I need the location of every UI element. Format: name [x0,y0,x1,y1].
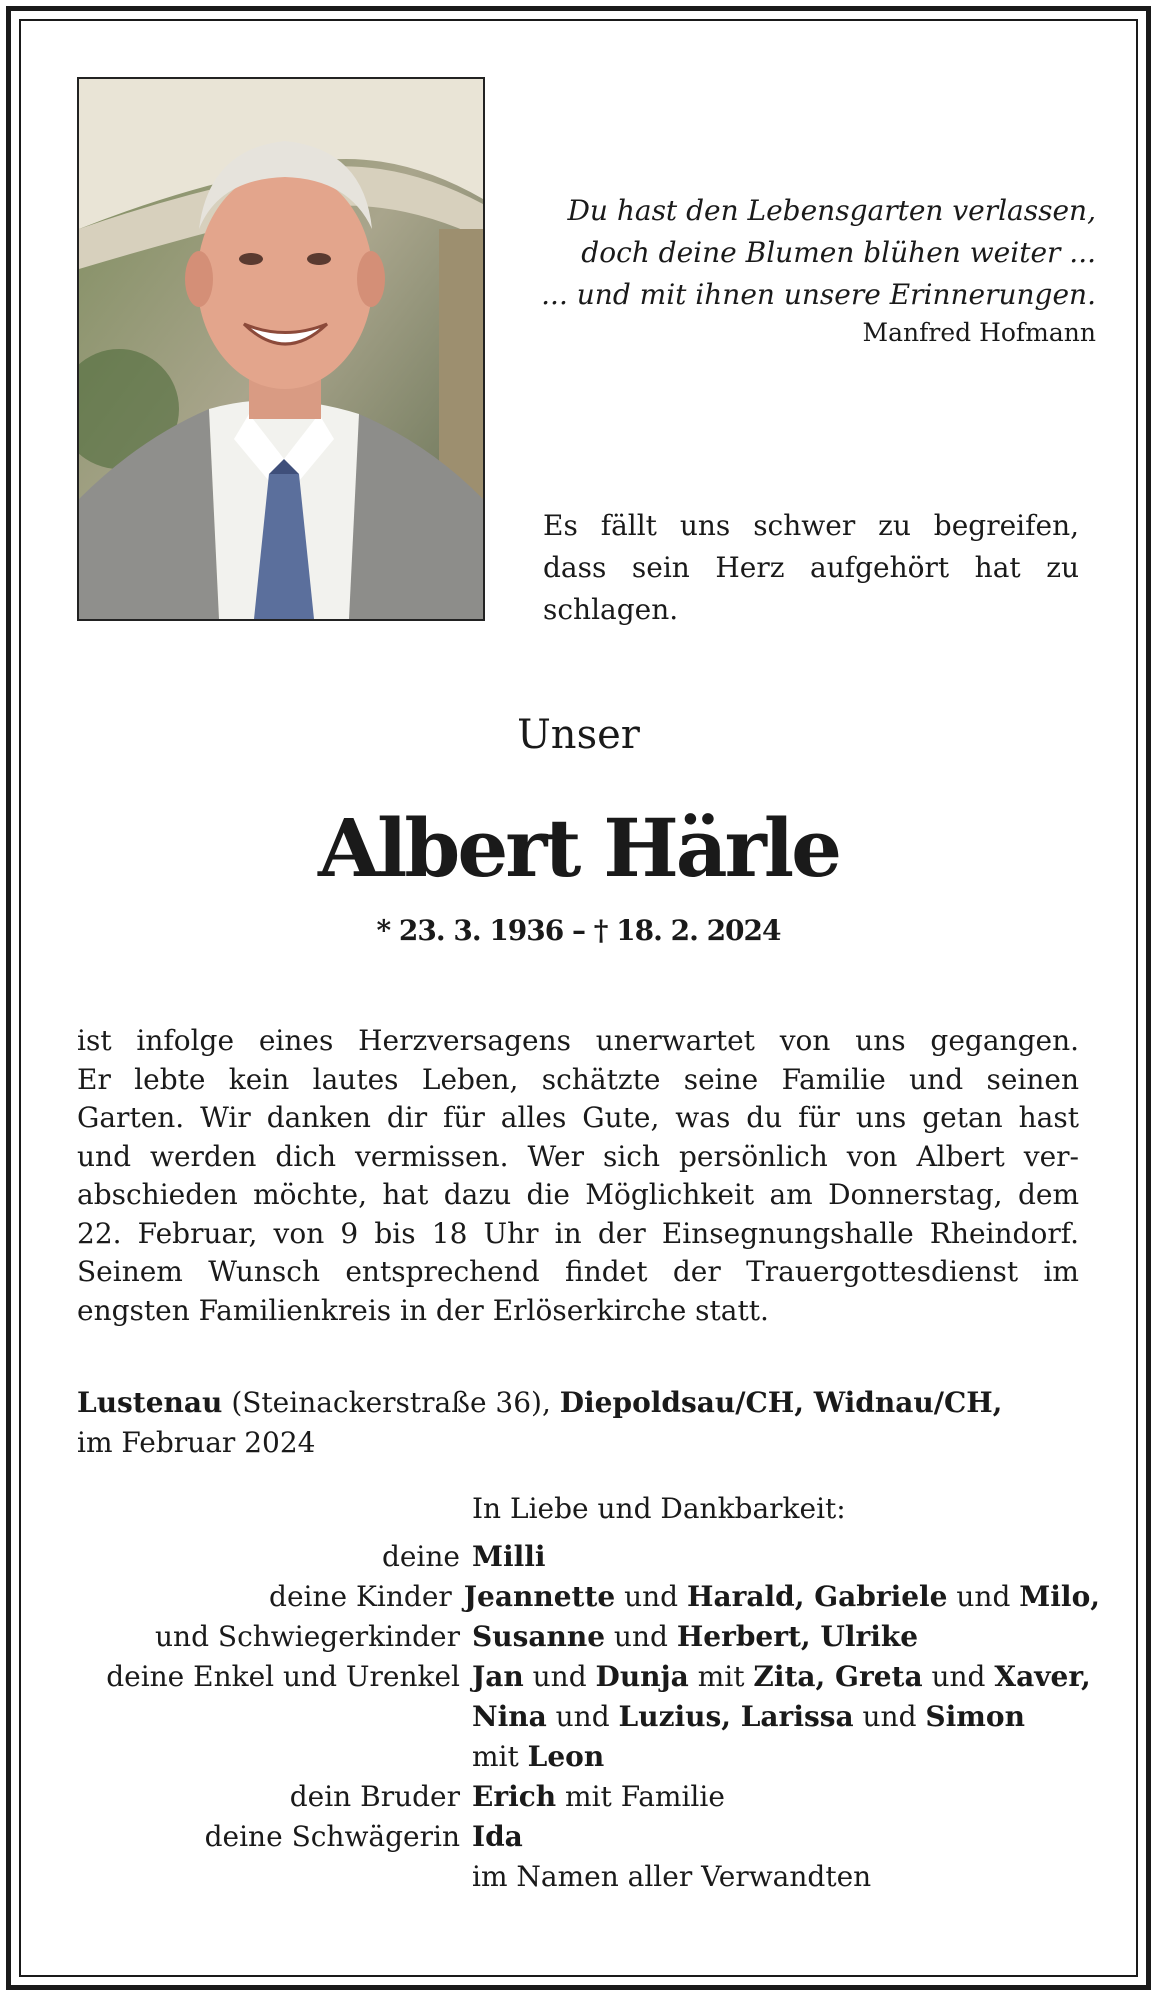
life-dates: * 23. 3. 1936 – † 18. 2. 2024 [376,914,781,947]
mourner-relation: deine Kinder [269,1580,452,1613]
lead-text: Es fällt uns schwer zu begreifen, dass sein Herz aufgehört hat zu schlagen. [543,509,1079,626]
body-line: und werden dich vermissen. Wer sich persönlich von Albert ver- [77,1139,1079,1173]
mourner-row [40,1577,1100,1617]
place-and-date [77,1383,1079,1463]
mourner-name: Milli [472,1540,546,1573]
mourner-names [472,1777,725,1817]
mourner-relation [40,1737,472,1777]
mourner-relation [40,1857,472,1897]
mourner-name: Erich [472,1780,557,1813]
body-line: ist infolge eines Herzversagens unerwartet von uns gegangen. [77,1024,1079,1057]
mourner-row [40,1737,1100,1777]
mourner-relation: und Schwiegerkinder [155,1620,460,1653]
mourner-connector: mit [472,1740,528,1773]
mourner-names [472,1817,523,1857]
mourner-name: Luzius, Larissa [618,1700,854,1733]
mourner-name: Harald, Gabriele [687,1580,948,1613]
portrait-photo [77,77,485,621]
body-line: abschieden möchte, hat dazu die Möglichkeit am Donnerstag, dem [77,1178,1079,1211]
mourner-connector: und [523,1660,596,1693]
mourner-relation: deine Schwägerin [204,1820,460,1853]
mourner-row [40,1817,1100,1857]
mourner-names [464,1577,1100,1617]
quote-line: doch deine Blumen blühen weiter ... [581,236,1096,269]
mourner-names [472,1697,1025,1737]
mourner-name: Leon [527,1740,605,1773]
place-line [77,1383,1079,1423]
place-address: (Steinackerstraße 36), [222,1386,560,1419]
mourners-list [40,1537,1100,1897]
announcement-text [77,1022,1079,1330]
mourner-names [472,1657,1091,1697]
body-line: engsten Familienkreis in der Erlöserkirche statt. [77,1293,769,1327]
body-line: Seinem Wunsch entsprechend findet der Trauergottesdienst im [77,1255,1079,1288]
mourner-names [472,1617,918,1657]
mourner-row [40,1857,1100,1897]
mourner-names [472,1737,604,1777]
mourner-name: Dunja [595,1660,689,1693]
body-line: Er lebte kein lautes Leben, schätzte seine Familie und seinen [77,1062,1079,1096]
mourner-name: Milo, [1019,1580,1100,1613]
mourner-connector: und [615,1580,687,1613]
mourner-name: Jan [472,1660,524,1693]
mourner-name: Nina [472,1700,547,1733]
place-town: Lustenau [77,1386,223,1419]
mourner-row [40,1697,1100,1737]
announcement-date: im Februar 2024 [77,1426,316,1459]
mourner-name: Jeannette [463,1580,616,1613]
deceased-name: Albert Härle [317,801,840,895]
quote [540,190,1096,316]
mourner-connector: und [546,1700,619,1733]
mourner-connector: und [922,1660,995,1693]
mourner-connector: und [947,1580,1020,1613]
mourner-name: Simon [925,1700,1025,1733]
intro-word: Unser [517,712,640,758]
body-line: 22. Februar, von 9 bis 18 Uhr in der Einsegnungshalle Rheindorf. [77,1216,1079,1250]
mourner-row [40,1777,1100,1817]
mourner-name: Ida [472,1820,523,1853]
mourner-name: Zita, Greta [753,1660,923,1693]
mourner-relation: dein Bruder [289,1780,460,1813]
mourner-name: Herbert, Ulrike [676,1620,919,1653]
mourner-connector: und [853,1700,926,1733]
mourner-connector: mit [688,1660,754,1693]
quote-line: Du hast den Lebensgarten verlassen, [567,194,1096,227]
thanks-line: In Liebe und Dankbarkeit: [472,1492,846,1525]
quote-author: Manfred Hofmann [862,318,1096,347]
mourner-name: Xaver, [994,1660,1091,1693]
mourner-relation: deine [381,1540,460,1573]
body-line: Garten. Wir danken dir für alles Gute, was du für uns getan hast [77,1101,1079,1134]
mourner-row [40,1537,1100,1577]
mourner-row [40,1617,1100,1657]
mourner-row [40,1657,1100,1697]
place-others: Diepoldsau/CH, Widnau/CH, [559,1386,1003,1419]
mourner-name: Susanne [472,1620,606,1653]
mourner-names [472,1857,871,1897]
mourner-relation [40,1697,472,1737]
mourner-relation: deine Enkel und Urenkel [106,1660,460,1693]
mourner-connector: und [605,1620,677,1653]
mourner-connector: im Namen aller Verwandten [472,1860,872,1893]
mourner-names [472,1537,546,1577]
mourner-connector: mit Familie [556,1780,725,1813]
quote-line: ... und mit ihnen unsere Erinnerungen. [541,278,1096,311]
